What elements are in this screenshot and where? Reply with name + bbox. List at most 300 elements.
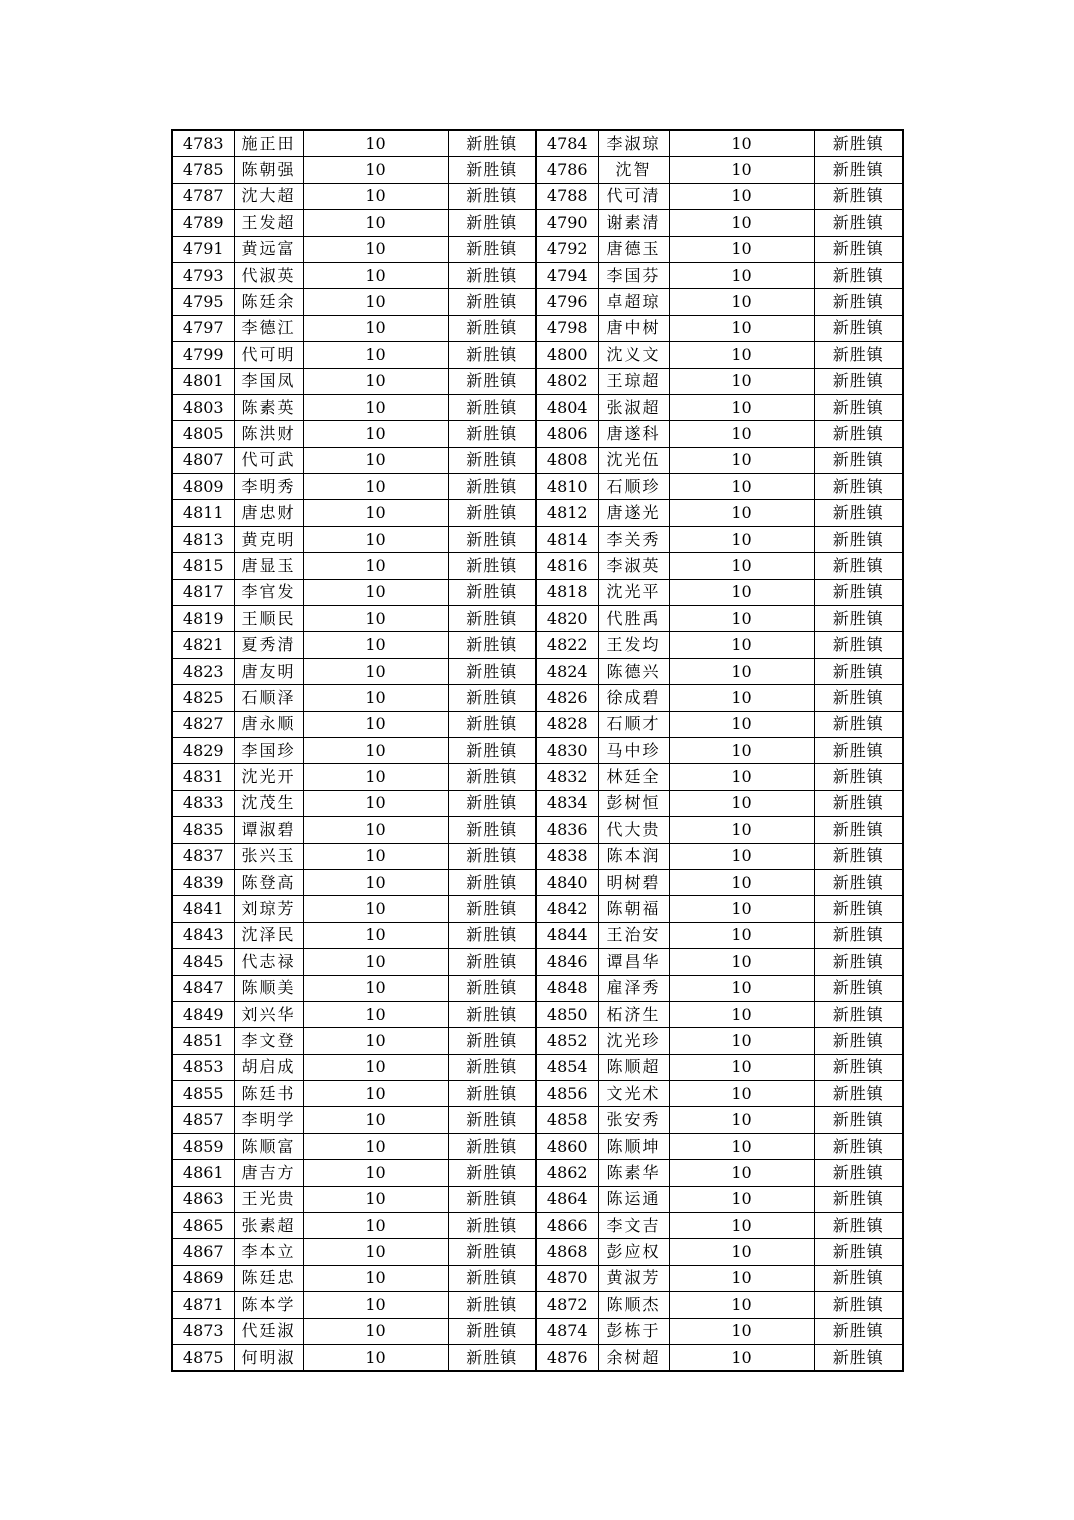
- record-number-cell: 4841: [172, 896, 234, 922]
- amount-cell: 10: [303, 764, 448, 790]
- township-cell: 新胜镇: [448, 315, 536, 341]
- person-name-cell: 代大贵: [598, 817, 669, 843]
- record-number-cell: 4872: [536, 1292, 598, 1318]
- record-number-cell: 4812: [536, 500, 598, 526]
- person-name-cell: 王顺民: [234, 606, 303, 632]
- township-cell: 新胜镇: [448, 1292, 536, 1318]
- table-row: [172, 342, 903, 368]
- record-number-cell: 4807: [172, 447, 234, 473]
- amount-cell: 10: [303, 1081, 448, 1107]
- record-number-cell: 4818: [536, 579, 598, 605]
- person-name-cell: 沈光珍: [598, 1028, 669, 1054]
- township-cell: 新胜镇: [814, 1265, 903, 1291]
- record-number-cell: 4859: [172, 1133, 234, 1159]
- amount-cell: 10: [303, 500, 448, 526]
- record-number-cell: 4790: [536, 210, 598, 236]
- amount-cell: 10: [303, 606, 448, 632]
- record-number-cell: 4816: [536, 553, 598, 579]
- table-row: [172, 1186, 903, 1212]
- record-number-cell: 4840: [536, 869, 598, 895]
- person-name-cell: 刘兴华: [234, 1001, 303, 1027]
- amount-cell: 10: [303, 474, 448, 500]
- amount-cell: 10: [303, 1054, 448, 1080]
- person-name-cell: 陈廷余: [234, 289, 303, 315]
- amount-cell: 10: [669, 949, 814, 975]
- person-name-cell: 李明秀: [234, 474, 303, 500]
- township-cell: 新胜镇: [448, 1133, 536, 1159]
- township-cell: 新胜镇: [448, 922, 536, 948]
- person-name-cell: 陈洪财: [234, 421, 303, 447]
- person-name-cell: 陈顺美: [234, 975, 303, 1001]
- township-cell: 新胜镇: [814, 896, 903, 922]
- township-cell: 新胜镇: [814, 1318, 903, 1344]
- record-number-cell: 4873: [172, 1318, 234, 1344]
- person-name-cell: 张安秀: [598, 1107, 669, 1133]
- township-cell: 新胜镇: [448, 500, 536, 526]
- person-name-cell: 陈素英: [234, 394, 303, 420]
- amount-cell: 10: [303, 130, 448, 157]
- township-cell: 新胜镇: [448, 817, 536, 843]
- township-cell: 新胜镇: [448, 553, 536, 579]
- amount-cell: 10: [669, 711, 814, 737]
- person-name-cell: 何明淑: [234, 1344, 303, 1371]
- person-name-cell: 谢素清: [598, 210, 669, 236]
- township-cell: 新胜镇: [448, 210, 536, 236]
- amount-cell: 10: [303, 790, 448, 816]
- person-name-cell: 彭应权: [598, 1239, 669, 1265]
- table-row: [172, 737, 903, 763]
- person-name-cell: 雇泽秀: [598, 975, 669, 1001]
- person-name-cell: 沈大超: [234, 183, 303, 209]
- table-row: [172, 1028, 903, 1054]
- person-name-cell: 唐吉方: [234, 1160, 303, 1186]
- record-number-cell: 4825: [172, 685, 234, 711]
- record-number-cell: 4787: [172, 183, 234, 209]
- table-row: [172, 236, 903, 262]
- table-row: [172, 606, 903, 632]
- amount-cell: 10: [669, 315, 814, 341]
- amount-cell: 10: [303, 685, 448, 711]
- township-cell: 新胜镇: [448, 869, 536, 895]
- amount-cell: 10: [669, 236, 814, 262]
- record-number-cell: 4853: [172, 1054, 234, 1080]
- amount-cell: 10: [303, 368, 448, 394]
- township-cell: 新胜镇: [814, 1133, 903, 1159]
- township-cell: 新胜镇: [814, 236, 903, 262]
- table-row: [172, 474, 903, 500]
- table-row: [172, 1160, 903, 1186]
- person-name-cell: 胡启成: [234, 1054, 303, 1080]
- table-row: [172, 368, 903, 394]
- amount-cell: 10: [669, 790, 814, 816]
- record-number-cell: 4846: [536, 949, 598, 975]
- township-cell: 新胜镇: [814, 685, 903, 711]
- township-cell: 新胜镇: [814, 183, 903, 209]
- township-cell: 新胜镇: [448, 1265, 536, 1291]
- record-number-cell: 4864: [536, 1186, 598, 1212]
- township-cell: 新胜镇: [448, 289, 536, 315]
- township-cell: 新胜镇: [814, 658, 903, 684]
- township-cell: 新胜镇: [814, 553, 903, 579]
- record-number-cell: 4847: [172, 975, 234, 1001]
- person-name-cell: 王光贵: [234, 1186, 303, 1212]
- person-name-cell: 黄淑芳: [598, 1265, 669, 1291]
- amount-cell: 10: [303, 737, 448, 763]
- amount-cell: 10: [669, 210, 814, 236]
- record-number-cell: 4867: [172, 1239, 234, 1265]
- record-number-cell: 4789: [172, 210, 234, 236]
- township-cell: 新胜镇: [814, 579, 903, 605]
- amount-cell: 10: [669, 658, 814, 684]
- township-cell: 新胜镇: [448, 474, 536, 500]
- amount-cell: 10: [303, 843, 448, 869]
- roster-table-body: [172, 130, 903, 1371]
- township-cell: 新胜镇: [814, 1213, 903, 1239]
- record-number-cell: 4827: [172, 711, 234, 737]
- record-number-cell: 4865: [172, 1213, 234, 1239]
- table-row: [172, 500, 903, 526]
- person-name-cell: 谭昌华: [598, 949, 669, 975]
- township-cell: 新胜镇: [814, 949, 903, 975]
- record-number-cell: 4822: [536, 632, 598, 658]
- table-row: [172, 210, 903, 236]
- township-cell: 新胜镇: [448, 183, 536, 209]
- person-name-cell: 沈光开: [234, 764, 303, 790]
- amount-cell: 10: [303, 817, 448, 843]
- table-row: [172, 949, 903, 975]
- township-cell: 新胜镇: [814, 1292, 903, 1318]
- amount-cell: 10: [669, 1028, 814, 1054]
- township-cell: 新胜镇: [814, 606, 903, 632]
- person-name-cell: 黄克明: [234, 526, 303, 552]
- amount-cell: 10: [669, 632, 814, 658]
- table-row: [172, 1107, 903, 1133]
- amount-cell: 10: [669, 1001, 814, 1027]
- record-number-cell: 4791: [172, 236, 234, 262]
- person-name-cell: 陈廷忠: [234, 1265, 303, 1291]
- person-name-cell: 施正田: [234, 130, 303, 157]
- amount-cell: 10: [303, 579, 448, 605]
- person-name-cell: 代可清: [598, 183, 669, 209]
- record-number-cell: 4855: [172, 1081, 234, 1107]
- record-number-cell: 4788: [536, 183, 598, 209]
- amount-cell: 10: [303, 975, 448, 1001]
- record-number-cell: 4783: [172, 130, 234, 157]
- amount-cell: 10: [303, 447, 448, 473]
- table-row: [172, 711, 903, 737]
- amount-cell: 10: [669, 1318, 814, 1344]
- person-name-cell: 王治安: [598, 922, 669, 948]
- record-number-cell: 4828: [536, 711, 598, 737]
- township-cell: 新胜镇: [814, 526, 903, 552]
- township-cell: 新胜镇: [448, 421, 536, 447]
- record-number-cell: 4831: [172, 764, 234, 790]
- amount-cell: 10: [303, 896, 448, 922]
- person-name-cell: 王琼超: [598, 368, 669, 394]
- amount-cell: 10: [669, 262, 814, 288]
- person-name-cell: 刘琼芳: [234, 896, 303, 922]
- person-name-cell: 石顺泽: [234, 685, 303, 711]
- township-cell: 新胜镇: [814, 157, 903, 183]
- record-number-cell: 4800: [536, 342, 598, 368]
- table-row: [172, 658, 903, 684]
- amount-cell: 10: [669, 737, 814, 763]
- amount-cell: 10: [669, 342, 814, 368]
- table-row: [172, 262, 903, 288]
- person-name-cell: 彭栋于: [598, 1318, 669, 1344]
- person-name-cell: 沈光平: [598, 579, 669, 605]
- table-row: [172, 1133, 903, 1159]
- amount-cell: 10: [669, 421, 814, 447]
- record-number-cell: 4833: [172, 790, 234, 816]
- person-name-cell: 陈本润: [598, 843, 669, 869]
- township-cell: 新胜镇: [448, 1318, 536, 1344]
- township-cell: 新胜镇: [814, 1239, 903, 1265]
- person-name-cell: 李淑琼: [598, 130, 669, 157]
- table-row: [172, 447, 903, 473]
- record-number-cell: 4842: [536, 896, 598, 922]
- record-number-cell: 4839: [172, 869, 234, 895]
- table-row: [172, 843, 903, 869]
- person-name-cell: 张素超: [234, 1213, 303, 1239]
- amount-cell: 10: [303, 1344, 448, 1371]
- person-name-cell: 卓超琼: [598, 289, 669, 315]
- township-cell: 新胜镇: [448, 1239, 536, 1265]
- person-name-cell: 陈廷书: [234, 1081, 303, 1107]
- person-name-cell: 李文登: [234, 1028, 303, 1054]
- person-name-cell: 唐忠财: [234, 500, 303, 526]
- amount-cell: 10: [669, 500, 814, 526]
- township-cell: 新胜镇: [448, 1213, 536, 1239]
- township-cell: 新胜镇: [814, 737, 903, 763]
- table-row: [172, 869, 903, 895]
- township-cell: 新胜镇: [448, 1344, 536, 1371]
- record-number-cell: 4806: [536, 421, 598, 447]
- person-name-cell: 代廷淑: [234, 1318, 303, 1344]
- record-number-cell: 4875: [172, 1344, 234, 1371]
- amount-cell: 10: [669, 606, 814, 632]
- amount-cell: 10: [669, 1054, 814, 1080]
- township-cell: 新胜镇: [448, 130, 536, 157]
- township-cell: 新胜镇: [814, 289, 903, 315]
- person-name-cell: 沈义文: [598, 342, 669, 368]
- person-name-cell: 徐成碧: [598, 685, 669, 711]
- township-cell: 新胜镇: [814, 1081, 903, 1107]
- record-number-cell: 4801: [172, 368, 234, 394]
- record-number-cell: 4857: [172, 1107, 234, 1133]
- table-row: [172, 1344, 903, 1371]
- person-name-cell: 陈朝福: [598, 896, 669, 922]
- record-number-cell: 4874: [536, 1318, 598, 1344]
- township-cell: 新胜镇: [814, 262, 903, 288]
- person-name-cell: 李国凤: [234, 368, 303, 394]
- table-row: [172, 553, 903, 579]
- record-number-cell: 4809: [172, 474, 234, 500]
- amount-cell: 10: [303, 1213, 448, 1239]
- table-row: [172, 183, 903, 209]
- record-number-cell: 4823: [172, 658, 234, 684]
- township-cell: 新胜镇: [448, 685, 536, 711]
- record-number-cell: 4821: [172, 632, 234, 658]
- record-number-cell: 4851: [172, 1028, 234, 1054]
- person-name-cell: 代胜禹: [598, 606, 669, 632]
- record-number-cell: 4849: [172, 1001, 234, 1027]
- amount-cell: 10: [303, 526, 448, 552]
- person-name-cell: 林廷全: [598, 764, 669, 790]
- person-name-cell: 夏秀清: [234, 632, 303, 658]
- amount-cell: 10: [669, 869, 814, 895]
- amount-cell: 10: [669, 474, 814, 500]
- record-number-cell: 4856: [536, 1081, 598, 1107]
- township-cell: 新胜镇: [814, 843, 903, 869]
- person-name-cell: 代淑英: [234, 262, 303, 288]
- table-row: [172, 1081, 903, 1107]
- record-number-cell: 4854: [536, 1054, 598, 1080]
- amount-cell: 10: [669, 685, 814, 711]
- record-number-cell: 4798: [536, 315, 598, 341]
- person-name-cell: 陈顺富: [234, 1133, 303, 1159]
- amount-cell: 10: [669, 1133, 814, 1159]
- township-cell: 新胜镇: [814, 869, 903, 895]
- table-row: [172, 526, 903, 552]
- township-cell: 新胜镇: [814, 1160, 903, 1186]
- amount-cell: 10: [303, 421, 448, 447]
- amount-cell: 10: [303, 1318, 448, 1344]
- township-cell: 新胜镇: [814, 1054, 903, 1080]
- township-cell: 新胜镇: [814, 632, 903, 658]
- amount-cell: 10: [669, 922, 814, 948]
- record-number-cell: 4815: [172, 553, 234, 579]
- person-name-cell: 李淑英: [598, 553, 669, 579]
- township-cell: 新胜镇: [448, 394, 536, 420]
- township-cell: 新胜镇: [814, 1028, 903, 1054]
- person-name-cell: 李明学: [234, 1107, 303, 1133]
- amount-cell: 10: [669, 1265, 814, 1291]
- person-name-cell: 沈智: [598, 157, 669, 183]
- amount-cell: 10: [669, 289, 814, 315]
- township-cell: 新胜镇: [814, 447, 903, 473]
- record-number-cell: 4797: [172, 315, 234, 341]
- person-name-cell: 唐遂科: [598, 421, 669, 447]
- amount-cell: 10: [669, 764, 814, 790]
- amount-cell: 10: [303, 1028, 448, 1054]
- amount-cell: 10: [303, 157, 448, 183]
- person-name-cell: 黄远富: [234, 236, 303, 262]
- township-cell: 新胜镇: [814, 500, 903, 526]
- table-row: [172, 1239, 903, 1265]
- township-cell: 新胜镇: [448, 1160, 536, 1186]
- record-number-cell: 4871: [172, 1292, 234, 1318]
- person-name-cell: 余树超: [598, 1344, 669, 1371]
- record-number-cell: 4866: [536, 1213, 598, 1239]
- township-cell: 新胜镇: [448, 1001, 536, 1027]
- person-name-cell: 马中珍: [598, 737, 669, 763]
- amount-cell: 10: [669, 447, 814, 473]
- person-name-cell: 明树碧: [598, 869, 669, 895]
- amount-cell: 10: [669, 1344, 814, 1371]
- person-name-cell: 石顺才: [598, 711, 669, 737]
- record-number-cell: 4863: [172, 1186, 234, 1212]
- record-number-cell: 4799: [172, 342, 234, 368]
- person-name-cell: 谭淑碧: [234, 817, 303, 843]
- record-number-cell: 4868: [536, 1239, 598, 1265]
- person-name-cell: 唐显玉: [234, 553, 303, 579]
- table-row: [172, 421, 903, 447]
- amount-cell: 10: [669, 1239, 814, 1265]
- amount-cell: 10: [669, 157, 814, 183]
- record-number-cell: 4813: [172, 526, 234, 552]
- table-row: [172, 817, 903, 843]
- amount-cell: 10: [303, 236, 448, 262]
- record-number-cell: 4820: [536, 606, 598, 632]
- table-row: [172, 896, 903, 922]
- record-number-cell: 4876: [536, 1344, 598, 1371]
- record-number-cell: 4805: [172, 421, 234, 447]
- amount-cell: 10: [303, 1001, 448, 1027]
- record-number-cell: 4785: [172, 157, 234, 183]
- amount-cell: 10: [669, 130, 814, 157]
- amount-cell: 10: [669, 183, 814, 209]
- record-number-cell: 4819: [172, 606, 234, 632]
- person-name-cell: 唐德玉: [598, 236, 669, 262]
- person-name-cell: 李国珍: [234, 737, 303, 763]
- person-name-cell: 沈光伍: [598, 447, 669, 473]
- township-cell: 新胜镇: [448, 579, 536, 605]
- township-cell: 新胜镇: [448, 368, 536, 394]
- township-cell: 新胜镇: [448, 262, 536, 288]
- amount-cell: 10: [303, 1239, 448, 1265]
- record-number-cell: 4858: [536, 1107, 598, 1133]
- person-name-cell: 王发超: [234, 210, 303, 236]
- amount-cell: 10: [303, 869, 448, 895]
- record-number-cell: 4803: [172, 394, 234, 420]
- township-cell: 新胜镇: [814, 210, 903, 236]
- person-name-cell: 唐遂光: [598, 500, 669, 526]
- amount-cell: 10: [303, 1107, 448, 1133]
- record-number-cell: 4817: [172, 579, 234, 605]
- record-number-cell: 4848: [536, 975, 598, 1001]
- record-number-cell: 4838: [536, 843, 598, 869]
- record-number-cell: 4870: [536, 1265, 598, 1291]
- table-row: [172, 1213, 903, 1239]
- person-name-cell: 唐友明: [234, 658, 303, 684]
- record-number-cell: 4811: [172, 500, 234, 526]
- record-number-cell: 4784: [536, 130, 598, 157]
- township-cell: 新胜镇: [448, 1081, 536, 1107]
- table-row: [172, 1318, 903, 1344]
- table-row: [172, 685, 903, 711]
- amount-cell: 10: [669, 368, 814, 394]
- township-cell: 新胜镇: [814, 1344, 903, 1371]
- amount-cell: 10: [669, 1292, 814, 1318]
- township-cell: 新胜镇: [448, 896, 536, 922]
- amount-cell: 10: [669, 526, 814, 552]
- table-row: [172, 394, 903, 420]
- person-name-cell: 李文吉: [598, 1213, 669, 1239]
- amount-cell: 10: [303, 394, 448, 420]
- amount-cell: 10: [303, 183, 448, 209]
- record-number-cell: 4829: [172, 737, 234, 763]
- table-row: [172, 922, 903, 948]
- township-cell: 新胜镇: [448, 447, 536, 473]
- amount-cell: 10: [669, 896, 814, 922]
- table-row: [172, 1265, 903, 1291]
- person-name-cell: 李关秀: [598, 526, 669, 552]
- amount-cell: 10: [669, 1186, 814, 1212]
- amount-cell: 10: [669, 553, 814, 579]
- amount-cell: 10: [669, 1107, 814, 1133]
- amount-cell: 10: [303, 658, 448, 684]
